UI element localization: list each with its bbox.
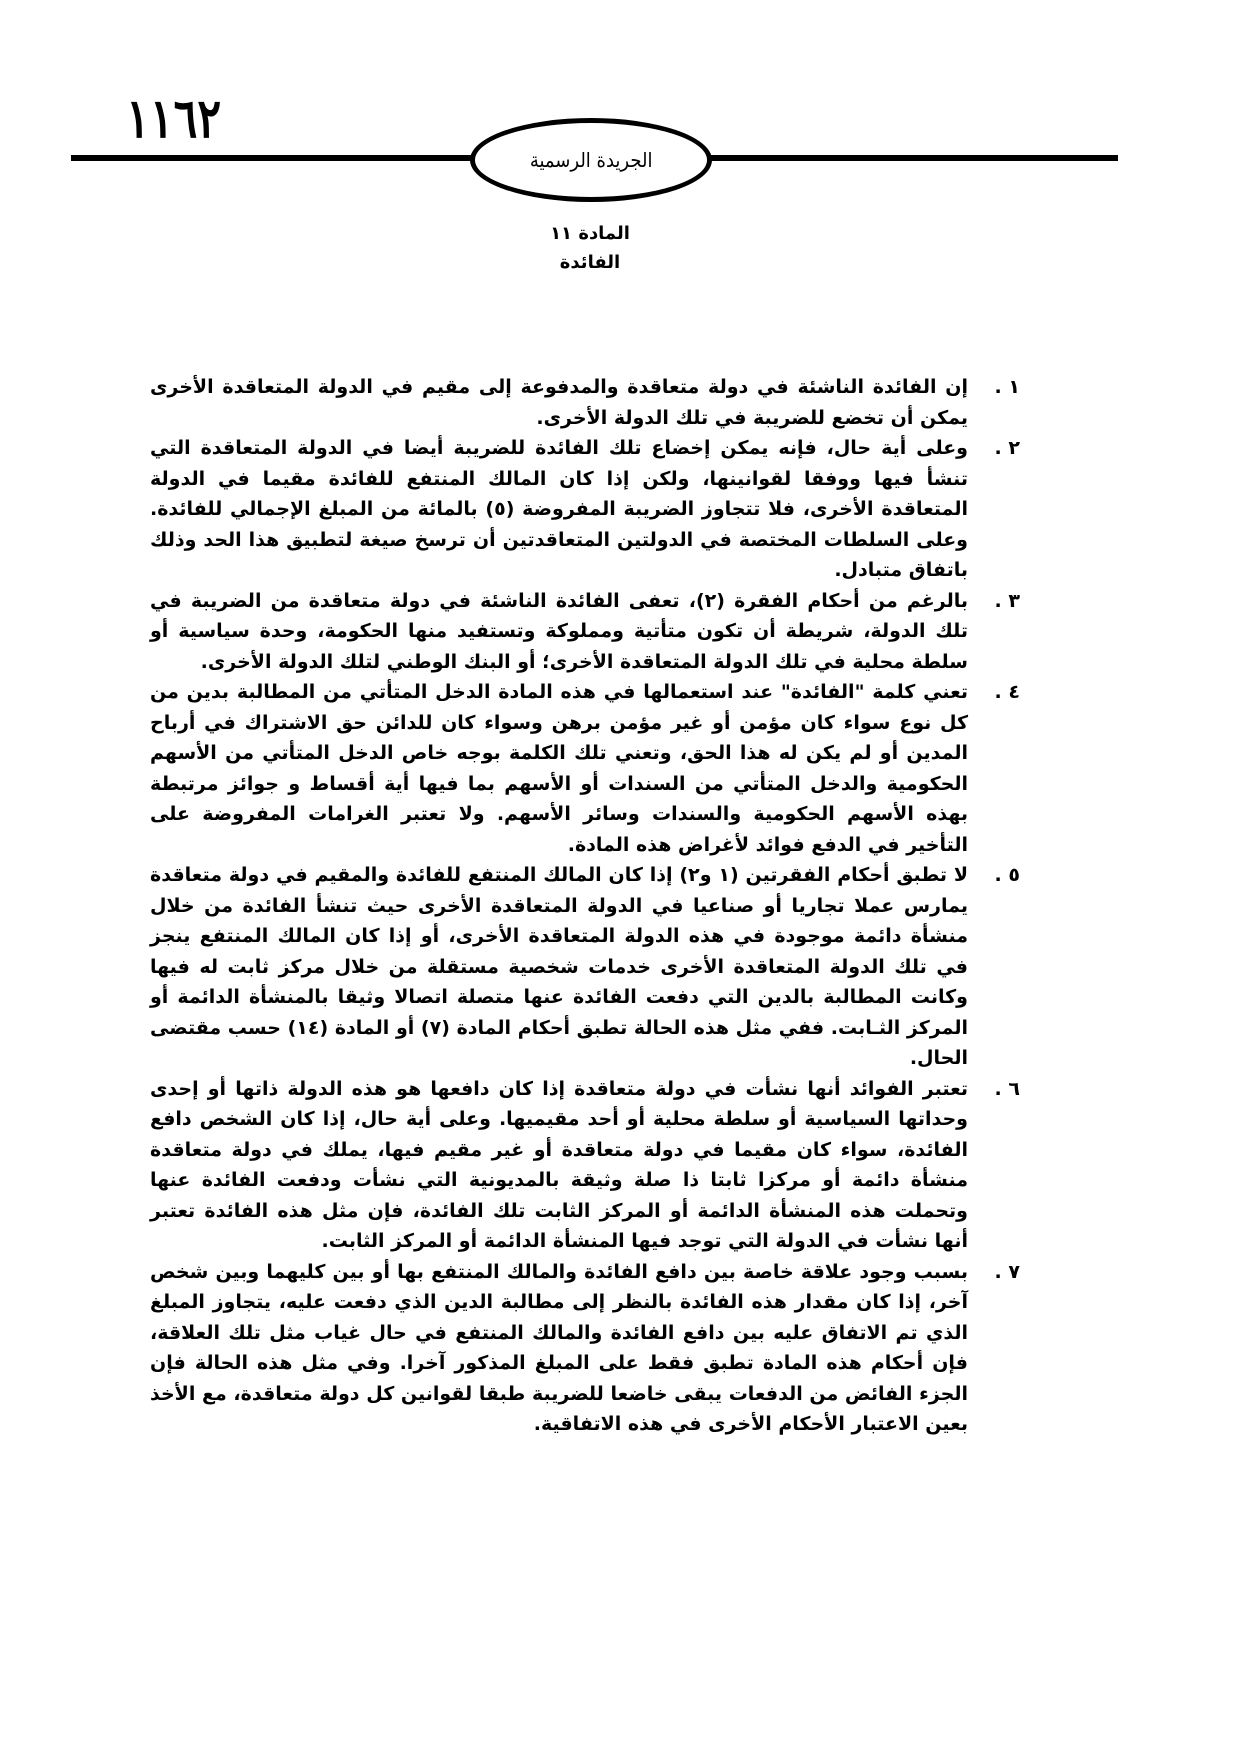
clause-number: ٥ .	[994, 864, 1020, 886]
clause-4	[150, 677, 1020, 860]
clause-number: ٢ .	[994, 437, 1020, 459]
clause-text: وعلى أية حال، فإنه يمكن إخضاع تلك الفائدة للضريبة أيضا في الدولة المتعاقدة التي تنشأ فيها ووفقا لقوانينها، ولكن إذا كان المالك المنتفع للفائدة مقيما في الدولة المتعاقدة الأخرى، فلا تتجاوز الضريبة المفروضة (٥) بالمائة من المبلغ الإجمالي للفائدة. وعلى السلطات المختصة في الدولتين المتعاقدتين أن ترسخ صيغة لتطبيق هذا الحد وذلك باتفاق متبادل.	[150, 437, 968, 581]
clause-2	[150, 433, 1020, 586]
clause-number: ٣ .	[994, 589, 1020, 612]
clause-6	[150, 1074, 1020, 1257]
masthead-ellipse	[470, 118, 712, 202]
article-number-heading: المادة ١١	[550, 223, 630, 244]
clause-text: لا تطبق أحكام الفقرتين (١ و٢) إذا كان المالك المنتفع للفائدة والمقيم في دولة متعاقدة يمارس عملا تجاريا أو صناعيا في الدولة المتعاقدة الأخرى حيث تنشأ الفائدة من خلال منشأة دائمة موجودة في هذه الدولة المتعاقدة الأخرى، أو إذا كان المالك المنتفع ينجز في تلك الدولة المتعاقدة الأخرى خدمات شخصية مستقلة من خلال مركز ثابت له فيها وكانت المطالبة بالدين التي دفعت الفائدة عنها متصلة اتصالا وثيقا بالمنشأة الدائمة أو المركز الثـابت. ففي مثل هذه الحالة تطبق أحكام المادة (٧) أو المادة (١٤) حسب مقتضى الحال.	[150, 864, 968, 1069]
clause-text: تعتبر الفوائد أنها نشأت في دولة متعاقدة إذا كان دافعها هو هذه الدولة ذاتها أو إحدى وحداتها السياسية أو سلطة محلية أو أحد مقيميها. وعلى أية حال، إذا كان الشخص دافع الفائدة، سواء كان مقيما في دولة متعاقدة أو غير مقيم فيها، يملك في دولة متعاقدة منشأة دائمة أو مركزا ثابتا ذا صلة وثيقة بالمديونية التي نشأت ودفعت الفائدة عنها وتحملت هذه المنشأة الدائمة أو المركز الثابت تلك الفائدة، فإن مثل هذه الفائدة تعتبر أنها نشأت في الدولة التي توجد فيها المنشأة الدائمة أو المركز الثابت.	[150, 1077, 968, 1252]
clause-text: بسبب وجود علاقة خاصة بين دافع الفائدة والمالك المنتفع بها أو بين كليهما وبين شخص آخر، إذا كان مقدار هذه الفائدة بالنظر إلى مطالبة الدين الذي دفعت عليه، يتجاوز المبلغ الذي تم الاتفاق عليه بين دافع الفائدة والمالك المنتفع في حال غياب مثل تلك العلاقة، فإن أحكام هذه المادة تطبق فقط على المبلغ المذكور آخرا. وفي مثل هذه الحالة فإن الجزء الفائض من الدفعات يبقى خاضعا للضريبة طبقا لقوانين كل دولة متعاقدة، مع الأخذ بعين الاعتبار الأحكام الأخرى في هذه الاتفاقية.	[150, 1260, 968, 1435]
clause-number: ١ .	[994, 376, 1020, 398]
clause-text: إن الفائدة الناشئة في دولة متعاقدة والمدفوعة إلى مقيم في الدولة المتعاقدة الأخرى يمكن أن تخضع للضريبة في تلك الدولة الأخرى.	[150, 376, 968, 429]
clause-7	[150, 1257, 1020, 1440]
clause-number: ٤ .	[994, 681, 1020, 703]
clause-number: ٧ .	[994, 1260, 1020, 1283]
clause-text: بالرغم من أحكام الفقرة (٢)، تعفى الفائدة الناشئة في دولة متعاقدة من الضريبة في تلك الدولة، شريطة أن تكون متأتية ومملوكة وتستفيد منها الحكومة، وحدة سياسية أو سلطة محلية في تلك الدولة المتعاقدة الأخرى؛ أو البنك الوطني لتلك الدولة الأخرى.	[150, 589, 968, 673]
article-title-heading: الفائدة	[559, 252, 621, 273]
page-number: ١١٦٢	[126, 86, 222, 150]
clauses-list	[150, 372, 1020, 1440]
clause-text: تعني كلمة "الفائدة" عند استعمالها في هذه المادة الدخل المتأتي من المطالبة بدين من كل نوع سواء كان مؤمن أو غير مؤمن برهن وسواء كان للدائن حق الاشتراك في أرباح المدين أو لم يكن له هذا الحق، وتعني تلك الكلمة بوجه خاص الدخل المتأتي من الأسهم الحكومية والدخل المتأتي من السندات أو الأسهم بما فيها أية أقساط و جوائز مرتبطة بهذه الأسهم الحكومية والسندات وسائر الأسهم. ولا تعتبر الغرامات المفروضة على التأخير في الدفع فوائد لأغراض هذه المادة.	[150, 681, 968, 856]
clause-number: ٦ .	[994, 1077, 1020, 1100]
clause-1	[150, 372, 1020, 433]
clause-5	[150, 860, 1020, 1074]
header-rule-right	[707, 155, 1118, 161]
masthead-title: الجريدة الرسمية	[529, 148, 653, 172]
header-rule-left	[71, 155, 473, 161]
clause-3	[150, 586, 1020, 678]
